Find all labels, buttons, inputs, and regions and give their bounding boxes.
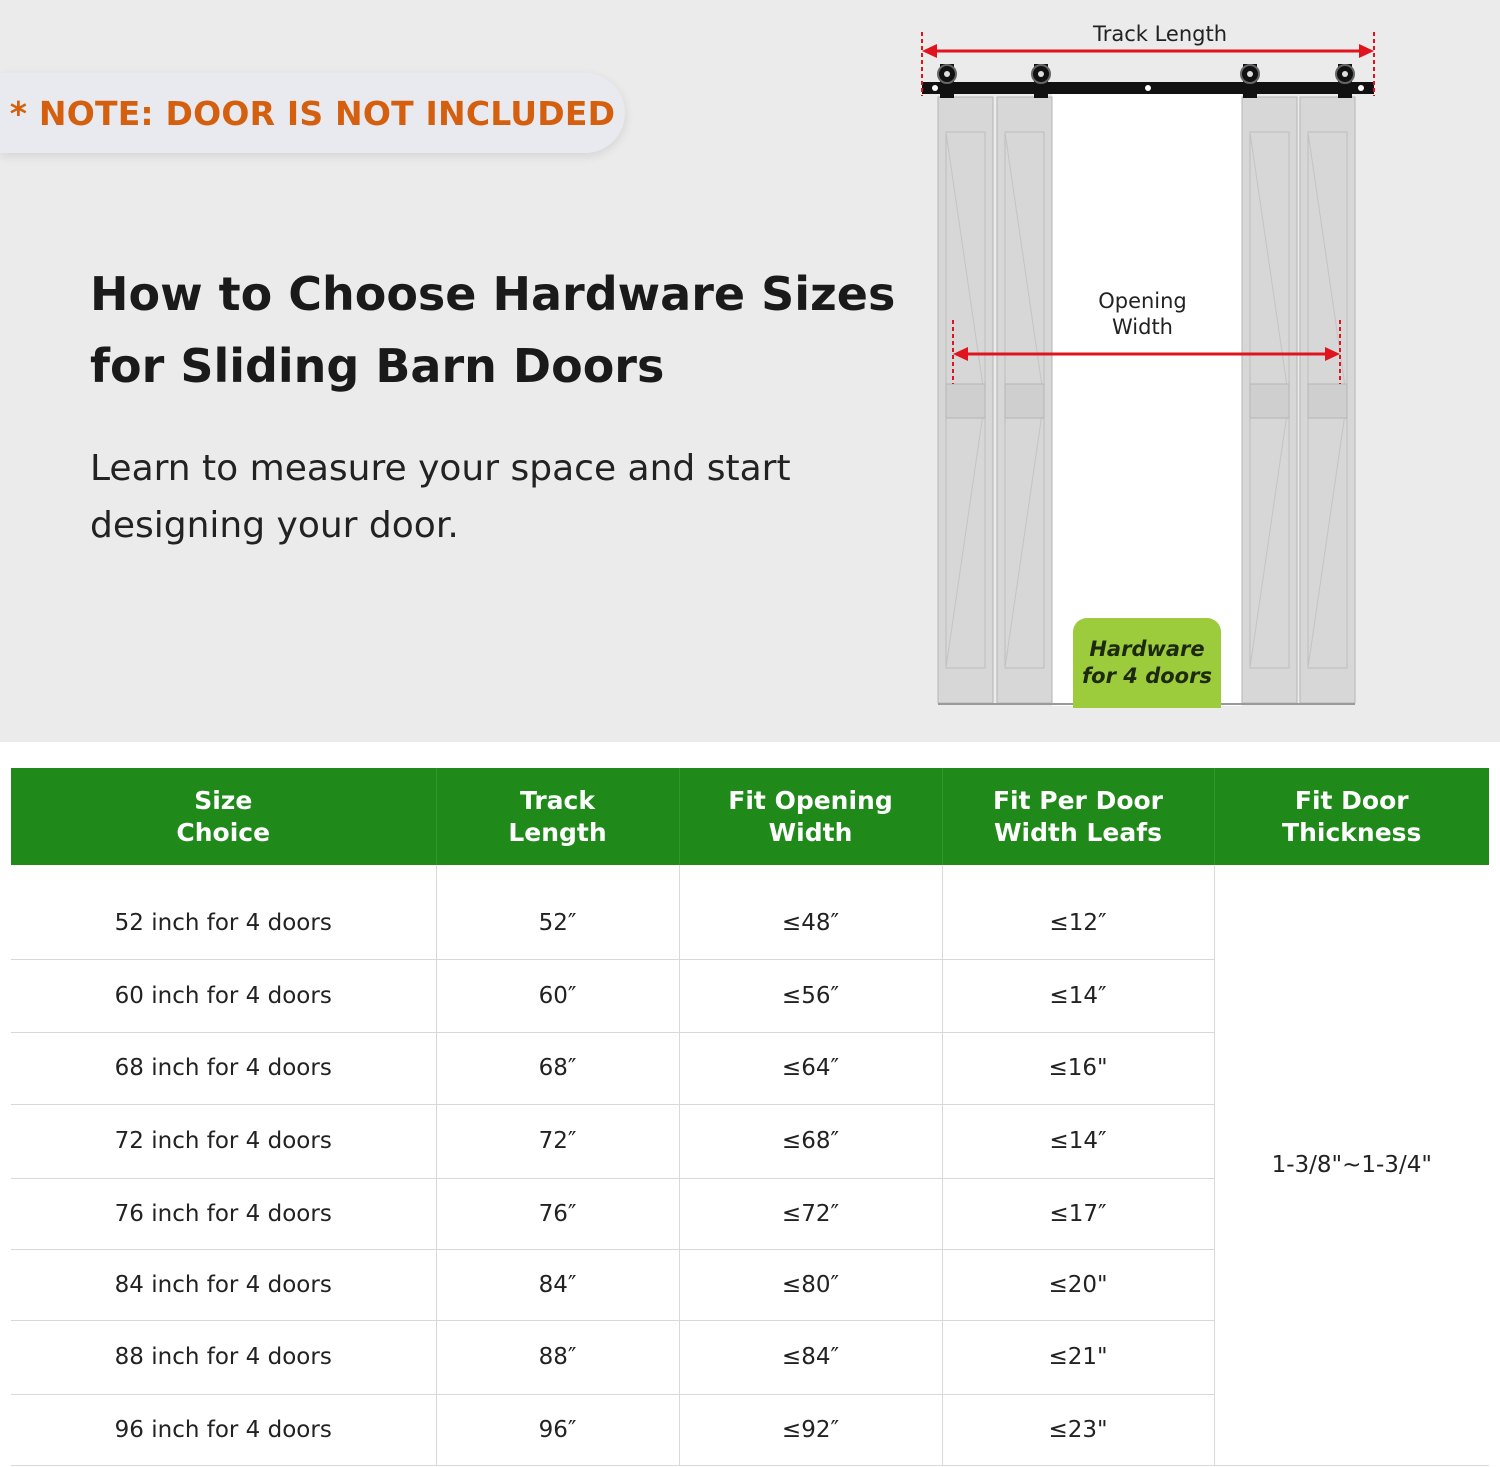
opening-width-cell: ≤84″ <box>679 1320 942 1394</box>
opening-width-cell: ≤68″ <box>679 1104 942 1178</box>
door-width-cell: ≤20" <box>942 1249 1214 1320</box>
opening-width-cell: ≤80″ <box>679 1249 942 1320</box>
page-title-line-2: for Sliding Barn Doors <box>90 339 665 393</box>
door-thickness-cell: 1-3/8"~1-3/4" <box>1214 865 1489 1465</box>
door-width-cell: ≤21" <box>942 1320 1214 1394</box>
track-length-cell: 76″ <box>436 1178 679 1249</box>
size-choice-cell: 52 inch for 4 doors <box>11 865 436 959</box>
door-width-cell: ≤23" <box>942 1394 1214 1465</box>
hardware-badge-text <box>1073 636 1221 690</box>
size-choice-cell: 96 inch for 4 doors <box>11 1394 436 1465</box>
opening-width-label-line-1: Opening <box>1098 289 1187 313</box>
track-length-label: Track Length <box>1092 22 1228 46</box>
hardware-badge <box>1073 618 1221 708</box>
door-panel-4 <box>1300 97 1355 703</box>
door-width-cell: ≤17″ <box>942 1178 1214 1249</box>
door-panel-1 <box>938 97 993 703</box>
opening-width-cell: ≤48″ <box>679 865 942 959</box>
track-length-cell: 60″ <box>436 959 679 1032</box>
subtitle-line-1: Learn to measure your space and start <box>90 448 791 489</box>
page-title-line-1: How to Choose Hardware Sizes <box>90 267 896 321</box>
opening-width-label <box>1050 288 1235 340</box>
size-chart-table <box>11 768 1489 1466</box>
note-banner: * NOTE: DOOR IS NOT INCLUDED <box>0 73 625 153</box>
header-fit-per-door-width: Fit Per Door Width Leafs <box>942 768 1214 865</box>
opening-width-cell: ≤56″ <box>679 959 942 1032</box>
size-choice-cell: 84 inch for 4 doors <box>11 1249 436 1320</box>
door-width-cell: ≤14″ <box>942 1104 1214 1178</box>
opening-width-cell: ≤64″ <box>679 1032 942 1104</box>
header-size-choice: Size Choice <box>11 768 436 865</box>
subtitle-line-2: designing your door. <box>90 505 459 546</box>
track-rail <box>922 64 1374 98</box>
door-panel-2 <box>997 97 1052 703</box>
hardware-badge-line-2: for 4 doors <box>1082 664 1212 688</box>
size-choice-cell: 88 inch for 4 doors <box>11 1320 436 1394</box>
track-length-cell: 72″ <box>436 1104 679 1178</box>
track-length-cell: 68″ <box>436 1032 679 1104</box>
opening-width-cell: ≤92″ <box>679 1394 942 1465</box>
track-length-cell: 96″ <box>436 1394 679 1465</box>
header-fit-door-thickness: Fit Door Thickness <box>1214 768 1489 865</box>
subtitle <box>90 440 910 554</box>
track-length-cell: 88″ <box>436 1320 679 1394</box>
size-choice-cell: 72 inch for 4 doors <box>11 1104 436 1178</box>
size-choice-cell: 68 inch for 4 doors <box>11 1032 436 1104</box>
barn-door-diagram <box>900 0 1380 742</box>
door-panel-3 <box>1242 97 1297 703</box>
opening-width-label-line-2: Width <box>1111 315 1173 339</box>
size-choice-cell: 76 inch for 4 doors <box>11 1178 436 1249</box>
track-length-cell: 84″ <box>436 1249 679 1320</box>
door-width-cell: ≤16" <box>942 1032 1214 1104</box>
size-choice-cell: 60 inch for 4 doors <box>11 959 436 1032</box>
track-length-cell: 52″ <box>436 865 679 959</box>
header-fit-opening-width: Fit Opening Width <box>679 768 942 865</box>
table-header-row <box>11 768 1489 865</box>
header-track-length: Track Length <box>436 768 679 865</box>
hardware-badge-line-1: Hardware <box>1089 637 1205 661</box>
table-row <box>11 865 1489 959</box>
door-width-cell: ≤12″ <box>942 865 1214 959</box>
page-title <box>90 258 910 402</box>
opening-width-cell: ≤72″ <box>679 1178 942 1249</box>
door-width-cell: ≤14″ <box>942 959 1214 1032</box>
